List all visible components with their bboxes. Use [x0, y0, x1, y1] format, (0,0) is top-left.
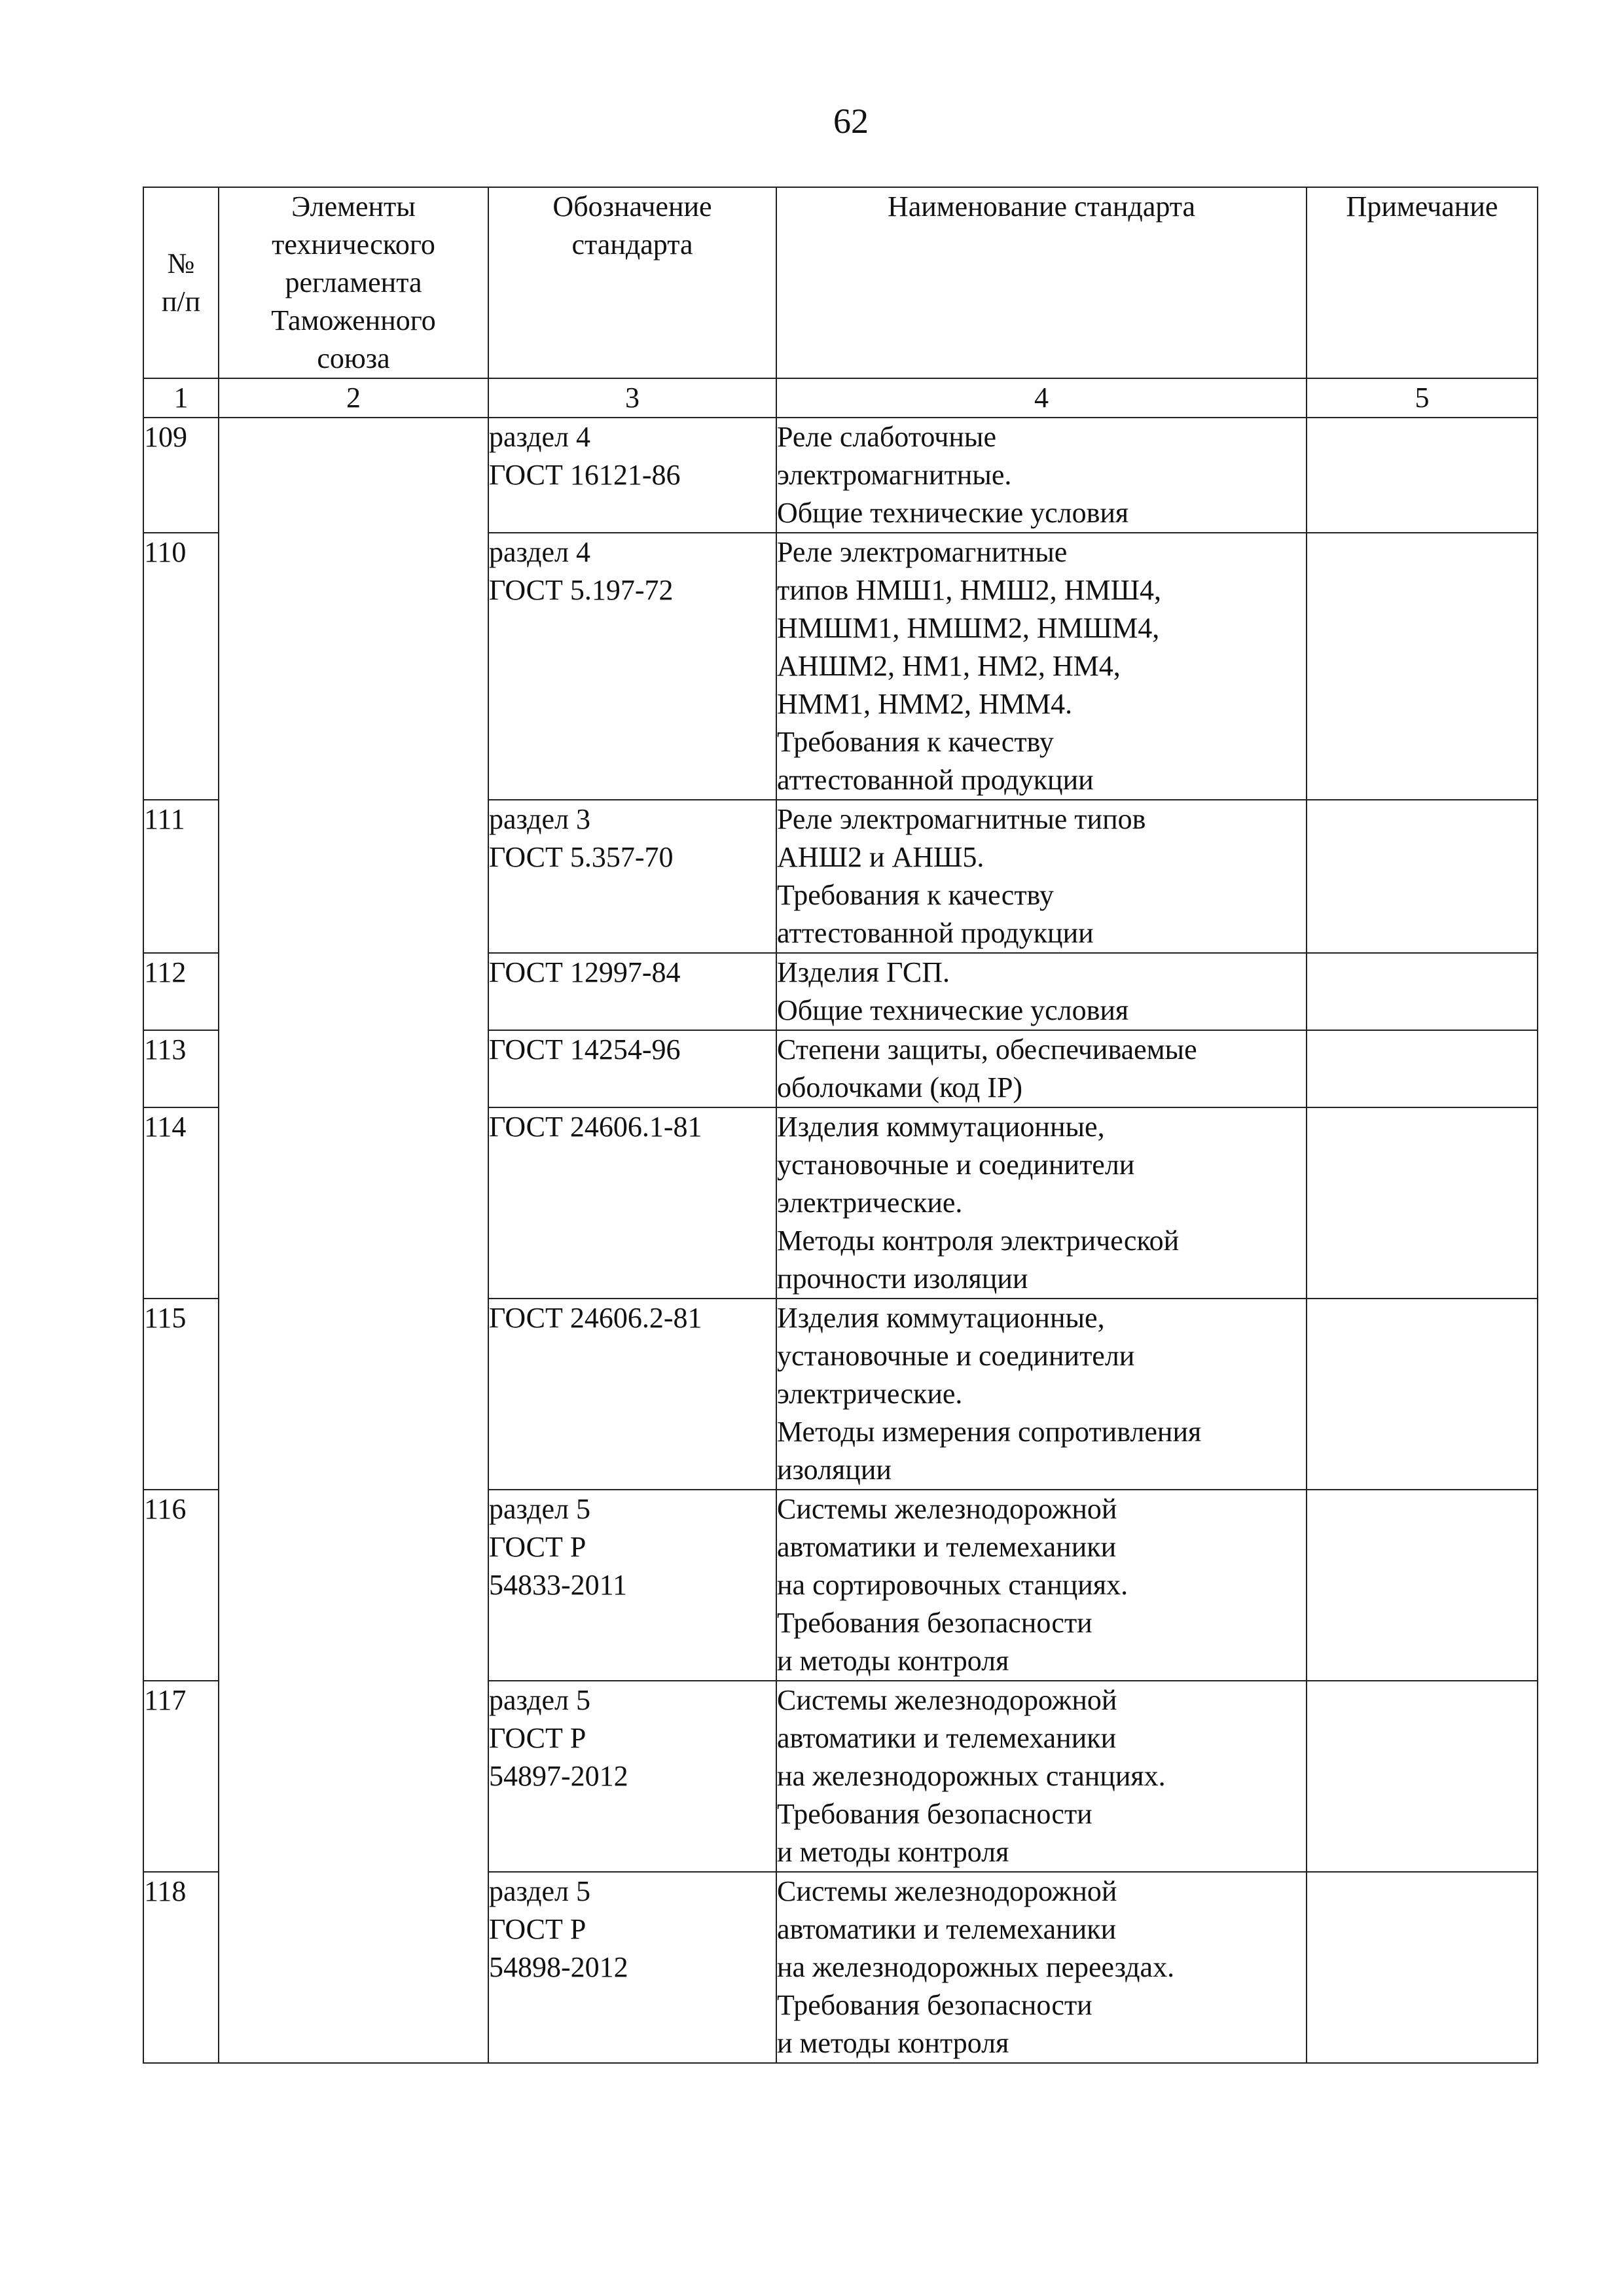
name-line: АНШ2 и АНШ5. [777, 841, 984, 873]
standard-designation [488, 953, 776, 1030]
designation-line: ГОСТ Р [489, 1722, 586, 1754]
name-line: электрические. [777, 1187, 963, 1219]
name-line: Методы измерения сопротивления [777, 1416, 1202, 1448]
row-number: 116 [143, 1490, 219, 1681]
name-line: Системы железнодорожной [777, 1875, 1117, 1907]
header-line: Наименование стандарта [887, 190, 1196, 223]
designation-line: ГОСТ 16121-86 [489, 459, 681, 491]
name-line: Общие технические условия [777, 994, 1129, 1026]
name-line: автоматики и телемеханики [777, 1722, 1117, 1754]
name-line: НМШМ1, НМШМ2, НМШМ4, [777, 612, 1160, 644]
name-line: оболочками (код IP) [777, 1071, 1023, 1103]
designation-line: раздел 5 [489, 1875, 590, 1907]
table-body [143, 418, 1538, 2063]
name-line: и методы контроля [777, 2027, 1009, 2059]
tech-regulation-elements-cell [219, 418, 488, 2063]
name-line: Изделия ГСП. [777, 956, 950, 988]
designation-line: ГОСТ 5.357-70 [489, 841, 674, 873]
name-line: Изделия коммутационные, [777, 1302, 1105, 1334]
designation-line: раздел 3 [489, 803, 590, 835]
column-number: 3 [488, 378, 776, 418]
designation-line: 54898-2012 [489, 1951, 628, 1983]
row-number: 110 [143, 533, 219, 800]
name-line: автоматики и телемеханики [777, 1913, 1117, 1945]
name-line: изоляции [777, 1454, 892, 1486]
header-line: п/п [161, 285, 201, 317]
header-elements [219, 187, 488, 378]
row-number: 113 [143, 1030, 219, 1107]
name-line: Требования безопасности [777, 1607, 1092, 1639]
header-line: технического [272, 228, 435, 260]
name-line: Требования к качеству [777, 726, 1054, 758]
row-number: 112 [143, 953, 219, 1030]
standard-name [776, 1030, 1307, 1107]
name-line: на сортировочных станциях. [777, 1569, 1128, 1601]
standard-name [776, 1490, 1307, 1681]
designation-line: ГОСТ Р [489, 1531, 586, 1563]
name-line: электрические. [777, 1378, 963, 1410]
name-line: Реле электромагнитные [777, 536, 1068, 568]
standard-name [776, 1299, 1307, 1490]
column-number: 5 [1307, 378, 1538, 418]
designation-line: раздел 5 [489, 1493, 590, 1525]
header-line: союза [317, 342, 390, 374]
standard-designation [488, 533, 776, 800]
row-number: 114 [143, 1107, 219, 1299]
designation-line: ГОСТ Р [489, 1913, 586, 1945]
row-number: 111 [143, 800, 219, 953]
standard-designation [488, 1299, 776, 1490]
designation-line: раздел 4 [489, 421, 590, 453]
header-standard-name [776, 187, 1307, 378]
column-numbers-row [143, 378, 1538, 418]
standard-name [776, 1681, 1307, 1872]
note-cell [1307, 418, 1538, 533]
header-line: № [167, 247, 195, 279]
name-line: электромагнитные. [777, 459, 1012, 491]
standard-designation [488, 418, 776, 533]
standard-name [776, 953, 1307, 1030]
note-cell [1307, 533, 1538, 800]
header-designation [488, 187, 776, 378]
standard-designation [488, 800, 776, 953]
designation-line: 54897-2012 [489, 1760, 628, 1792]
note-cell [1307, 1299, 1538, 1490]
name-line: Реле слаботочные [777, 421, 997, 453]
name-line: установочные и соединители [777, 1340, 1135, 1372]
standards-table [143, 187, 1538, 2064]
header-line: Примечание [1346, 190, 1498, 223]
name-line: Методы контроля электрической [777, 1225, 1180, 1257]
name-line: Степени защиты, обеспечиваемые [777, 1033, 1197, 1066]
standard-name [776, 418, 1307, 533]
standard-designation [488, 1490, 776, 1681]
standard-designation [488, 1681, 776, 1872]
name-line: Изделия коммутационные, [777, 1111, 1105, 1143]
designation-line: ГОСТ 12997-84 [489, 956, 681, 988]
name-line: прочности изоляции [777, 1263, 1028, 1295]
name-line: Реле электромагнитные типов [777, 803, 1146, 835]
name-line: типов НМШ1, НМШ2, НМШ4, [777, 574, 1161, 606]
standard-name [776, 800, 1307, 953]
note-cell [1307, 1107, 1538, 1299]
designation-line: раздел 4 [489, 536, 590, 568]
name-line: аттестованной продукции [777, 917, 1094, 949]
designation-line: раздел 5 [489, 1684, 590, 1716]
designation-line: ГОСТ 24606.2-81 [489, 1302, 702, 1334]
designation-line: ГОСТ 24606.1-81 [489, 1111, 702, 1143]
header-line: Элементы [291, 190, 416, 223]
header-note [1307, 187, 1538, 378]
name-line: на железнодорожных станциях. [777, 1760, 1166, 1792]
name-line: Требования безопасности [777, 1989, 1092, 2021]
name-line: Системы железнодорожной [777, 1493, 1117, 1525]
column-number: 1 [143, 378, 219, 418]
standard-designation [488, 1107, 776, 1299]
header-number [143, 187, 219, 378]
row-number: 109 [143, 418, 219, 533]
name-line: НММ1, НММ2, НММ4. [777, 688, 1073, 720]
page-number: 62 [833, 101, 869, 141]
note-cell [1307, 1490, 1538, 1681]
header-line: Таможенного [271, 304, 436, 336]
name-line: на железнодорожных переездах. [777, 1951, 1175, 1983]
designation-line: ГОСТ 5.197-72 [489, 574, 674, 606]
header-line: регламента [285, 266, 422, 298]
designation-line: ГОСТ 14254-96 [489, 1033, 681, 1066]
name-line: Общие технические условия [777, 497, 1129, 529]
note-cell [1307, 1681, 1538, 1872]
name-line: АНШМ2, НМ1, НМ2, НМ4, [777, 650, 1121, 682]
row-number: 118 [143, 1872, 219, 2063]
header-line: Обозначение [552, 190, 712, 223]
name-line: автоматики и телемеханики [777, 1531, 1117, 1563]
standard-name [776, 1872, 1307, 2063]
standard-designation [488, 1872, 776, 2063]
name-line: Требования безопасности [777, 1798, 1092, 1830]
table-row [143, 418, 1538, 533]
name-line: аттестованной продукции [777, 764, 1094, 796]
header-line: стандарта [571, 228, 693, 260]
name-line: и методы контроля [777, 1836, 1009, 1868]
name-line: Системы железнодорожной [777, 1684, 1117, 1716]
note-cell [1307, 1030, 1538, 1107]
column-number: 2 [219, 378, 488, 418]
row-number: 117 [143, 1681, 219, 1872]
note-cell [1307, 800, 1538, 953]
name-line: и методы контроля [777, 1645, 1009, 1677]
header-row [143, 187, 1538, 378]
row-number: 115 [143, 1299, 219, 1490]
designation-line: 54833-2011 [489, 1569, 628, 1601]
standard-name [776, 533, 1307, 800]
standard-designation [488, 1030, 776, 1107]
column-number: 4 [776, 378, 1307, 418]
standard-name [776, 1107, 1307, 1299]
note-cell [1307, 1872, 1538, 2063]
note-cell [1307, 953, 1538, 1030]
name-line: установочные и соединители [777, 1149, 1135, 1181]
name-line: Требования к качеству [777, 879, 1054, 911]
